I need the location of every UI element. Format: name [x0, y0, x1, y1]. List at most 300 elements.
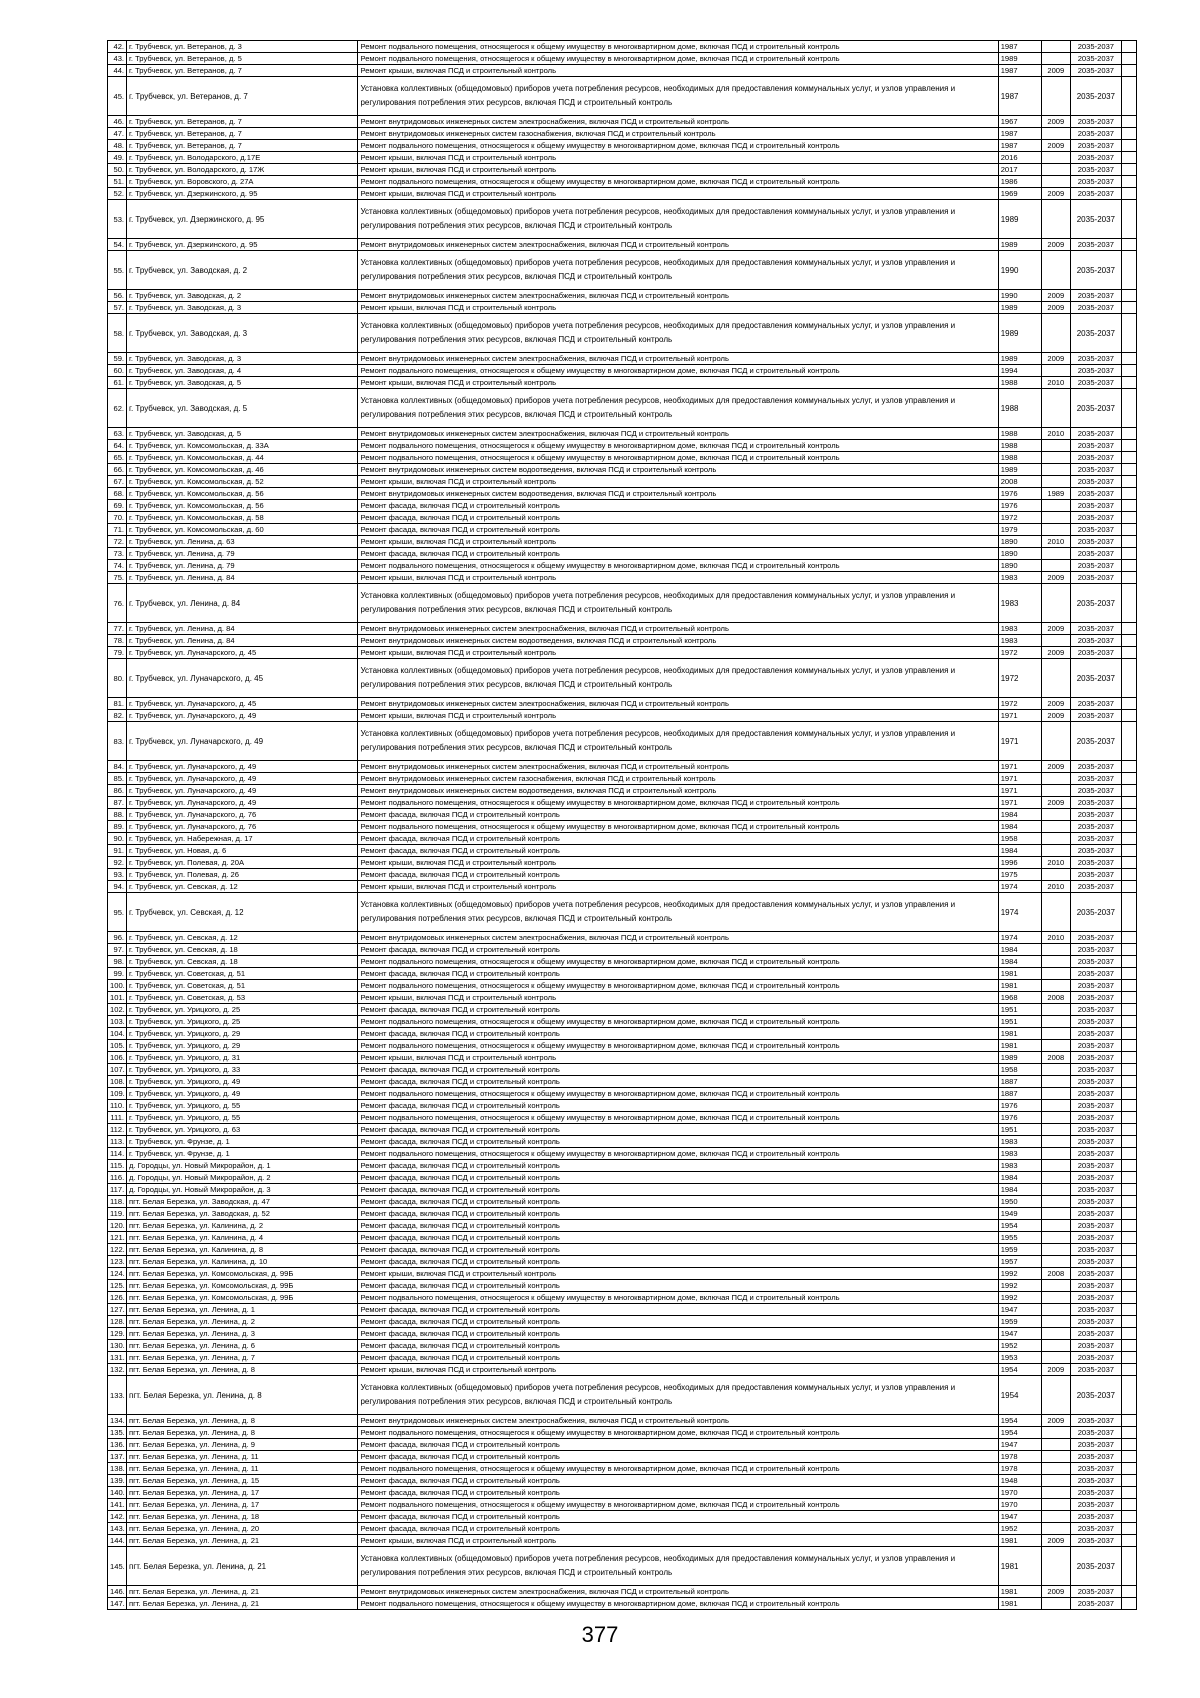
- build-year-cell: 1984: [998, 944, 1041, 956]
- build-year-cell: 1983: [998, 1136, 1041, 1148]
- empty-edge-cell: [1121, 164, 1136, 176]
- planned-period-cell: 2035-2037: [1070, 128, 1121, 140]
- work-type-cell: Ремонт фасада, включая ПСД и строительный контроль: [358, 1316, 998, 1328]
- build-year-cell: 1983: [998, 623, 1041, 635]
- build-year-cell: 1984: [998, 1184, 1041, 1196]
- row-number-cell: 145.: [108, 1547, 127, 1586]
- row-number-cell: 135.: [108, 1427, 127, 1439]
- work-type-cell: Установка коллективных (общедомовых) приборов учета потребления ресурсов, необходимых для предоставления коммунальных услуг, и узлов управления и регулирования потребления этих ресурсов, включая ПСД и строительный контроль: [358, 314, 998, 353]
- last-repair-year-cell: [1041, 1463, 1070, 1475]
- planned-period-cell: 2035-2037: [1070, 809, 1121, 821]
- row-number-cell: 132.: [108, 1364, 127, 1376]
- work-type-cell: Установка коллективных (общедомовых) приборов учета потребления ресурсов, необходимых для предоставления коммунальных услуг, и узлов управления и регулирования потребления этих ресурсов, включая ПСД и строительный контроль: [358, 659, 998, 698]
- build-year-cell: 1983: [998, 572, 1041, 584]
- planned-period-cell: 2035-2037: [1070, 1451, 1121, 1463]
- work-type-cell: Ремонт фасада, включая ПСД и строительный контроль: [358, 512, 998, 524]
- address-cell: пгт. Белая Березка, ул. Комсомольская, д. 99Б: [127, 1268, 358, 1280]
- last-repair-year-cell: [1041, 584, 1070, 623]
- table-row: [108, 1451, 1137, 1463]
- work-type-cell: Ремонт крыши, включая ПСД и строительный контроль: [358, 1268, 998, 1280]
- work-type-cell: Ремонт фасада, включая ПСД и строительный контроль: [358, 1511, 998, 1523]
- row-number-cell: 107.: [108, 1064, 127, 1076]
- work-type-cell: Ремонт фасада, включая ПСД и строительный контроль: [358, 1304, 998, 1316]
- work-type-cell: Ремонт крыши, включая ПСД и строительный контроль: [358, 1364, 998, 1376]
- address-cell: г. Трубчевск, ул. Ленина, д. 84: [127, 623, 358, 635]
- address-cell: пгт. Белая Березка, ул. Ленина, д. 18: [127, 1511, 358, 1523]
- row-number-cell: 76.: [108, 584, 127, 623]
- table-row: [108, 968, 1137, 980]
- table-row: [108, 140, 1137, 152]
- empty-edge-cell: [1121, 869, 1136, 881]
- build-year-cell: 1974: [998, 881, 1041, 893]
- row-number-cell: 78.: [108, 635, 127, 647]
- build-year-cell: 1955: [998, 1232, 1041, 1244]
- table-row: [108, 1112, 1137, 1124]
- last-repair-year-cell: [1041, 1016, 1070, 1028]
- last-repair-year-cell: [1041, 1148, 1070, 1160]
- last-repair-year-cell: 2010: [1041, 536, 1070, 548]
- empty-edge-cell: [1121, 302, 1136, 314]
- work-type-cell: Ремонт фасада, включая ПСД и строительный контроль: [358, 1028, 998, 1040]
- table-row: [108, 845, 1137, 857]
- work-type-cell: Ремонт подвального помещения, относящегося к общему имуществу в многоквартирном доме, включая ПСД и строительный контроль: [358, 1499, 998, 1511]
- empty-edge-cell: [1121, 176, 1136, 188]
- row-number-cell: 85.: [108, 773, 127, 785]
- last-repair-year-cell: [1041, 1598, 1070, 1610]
- empty-edge-cell: [1121, 635, 1136, 647]
- address-cell: пгт. Белая Березка, ул. Ленина, д. 17: [127, 1487, 358, 1499]
- row-number-cell: 97.: [108, 944, 127, 956]
- row-number-cell: 84.: [108, 761, 127, 773]
- last-repair-year-cell: [1041, 773, 1070, 785]
- work-type-cell: Ремонт фасада, включая ПСД и строительный контроль: [358, 1100, 998, 1112]
- table-row: [108, 77, 1137, 116]
- row-number-cell: 136.: [108, 1439, 127, 1451]
- address-cell: г. Трубчевск, ул. Воровского, д. 27А: [127, 176, 358, 188]
- row-number-cell: 134.: [108, 1415, 127, 1427]
- work-type-cell: Ремонт фасада, включая ПСД и строительный контроль: [358, 1184, 998, 1196]
- table-row: [108, 1364, 1137, 1376]
- last-repair-year-cell: [1041, 512, 1070, 524]
- empty-edge-cell: [1121, 536, 1136, 548]
- work-type-cell: Ремонт внутридомовых инженерных систем электроснабжения, включая ПСД и строительный контроль: [358, 116, 998, 128]
- table-row: [108, 440, 1137, 452]
- last-repair-year-cell: 2009: [1041, 290, 1070, 302]
- row-number-cell: 129.: [108, 1328, 127, 1340]
- empty-edge-cell: [1121, 584, 1136, 623]
- last-repair-year-cell: [1041, 1352, 1070, 1364]
- row-number-cell: 56.: [108, 290, 127, 302]
- build-year-cell: 1972: [998, 698, 1041, 710]
- planned-period-cell: 2035-2037: [1070, 116, 1121, 128]
- last-repair-year-cell: [1041, 659, 1070, 698]
- last-repair-year-cell: [1041, 1088, 1070, 1100]
- planned-period-cell: 2035-2037: [1070, 1415, 1121, 1427]
- table-row: [108, 53, 1137, 65]
- row-number-cell: 68.: [108, 488, 127, 500]
- last-repair-year-cell: 2009: [1041, 1364, 1070, 1376]
- work-type-cell: Ремонт внутридомовых инженерных систем электроснабжения, включая ПСД и строительный контроль: [358, 761, 998, 773]
- address-cell: г. Трубчевск, ул. Советская, д. 51: [127, 980, 358, 992]
- table-row: [108, 1499, 1137, 1511]
- empty-edge-cell: [1121, 659, 1136, 698]
- empty-edge-cell: [1121, 77, 1136, 116]
- work-type-cell: Ремонт фасада, включая ПСД и строительный контроль: [358, 1487, 998, 1499]
- table-row: [108, 200, 1137, 239]
- row-number-cell: 120.: [108, 1220, 127, 1232]
- address-cell: г. Трубчевск, ул. Комсомольская, д. 56: [127, 488, 358, 500]
- planned-period-cell: 2035-2037: [1070, 1280, 1121, 1292]
- work-type-cell: Ремонт подвального помещения, относящегося к общему имуществу в многоквартирном доме, включая ПСД и строительный контроль: [358, 980, 998, 992]
- table-row: [108, 1340, 1137, 1352]
- build-year-cell: 1951: [998, 1004, 1041, 1016]
- planned-period-cell: 2035-2037: [1070, 548, 1121, 560]
- row-number-cell: 86.: [108, 785, 127, 797]
- work-type-cell: Ремонт внутридомовых инженерных систем электроснабжения, включая ПСД и строительный контроль: [358, 698, 998, 710]
- table-row: [108, 239, 1137, 251]
- empty-edge-cell: [1121, 809, 1136, 821]
- empty-edge-cell: [1121, 1208, 1136, 1220]
- build-year-cell: 1971: [998, 710, 1041, 722]
- last-repair-year-cell: [1041, 1208, 1070, 1220]
- empty-edge-cell: [1121, 389, 1136, 428]
- build-year-cell: 1989: [998, 302, 1041, 314]
- row-number-cell: 96.: [108, 932, 127, 944]
- table-row: [108, 1256, 1137, 1268]
- row-number-cell: 105.: [108, 1040, 127, 1052]
- row-number-cell: 63.: [108, 428, 127, 440]
- work-type-cell: Ремонт внутридомовых инженерных систем электроснабжения, включая ПСД и строительный контроль: [358, 1415, 998, 1427]
- empty-edge-cell: [1121, 1268, 1136, 1280]
- planned-period-cell: 2035-2037: [1070, 524, 1121, 536]
- planned-period-cell: 2035-2037: [1070, 893, 1121, 932]
- build-year-cell: 1975: [998, 869, 1041, 881]
- empty-edge-cell: [1121, 548, 1136, 560]
- table-row: [108, 761, 1137, 773]
- last-repair-year-cell: 2009: [1041, 116, 1070, 128]
- table-row: [108, 1328, 1137, 1340]
- build-year-cell: 1979: [998, 524, 1041, 536]
- empty-edge-cell: [1121, 1511, 1136, 1523]
- table-row: [108, 1598, 1137, 1610]
- planned-period-cell: 2035-2037: [1070, 572, 1121, 584]
- address-cell: г. Трубчевск, ул. Набережная, д. 17: [127, 833, 358, 845]
- work-type-cell: Ремонт фасада, включая ПСД и строительный контроль: [358, 1256, 998, 1268]
- table-row: [108, 176, 1137, 188]
- row-number-cell: 106.: [108, 1052, 127, 1064]
- build-year-cell: 1954: [998, 1427, 1041, 1439]
- planned-period-cell: 2035-2037: [1070, 785, 1121, 797]
- row-number-cell: 52.: [108, 188, 127, 200]
- address-cell: пгт. Белая Березка, ул. Ленина, д. 20: [127, 1523, 358, 1535]
- address-cell: пгт. Белая Березка, ул. Заводская, д. 52: [127, 1208, 358, 1220]
- row-number-cell: 125.: [108, 1280, 127, 1292]
- address-cell: г. Трубчевск, ул. Заводская, д. 4: [127, 365, 358, 377]
- last-repair-year-cell: [1041, 893, 1070, 932]
- row-number-cell: 79.: [108, 647, 127, 659]
- build-year-cell: 1970: [998, 1499, 1041, 1511]
- build-year-cell: 1951: [998, 1124, 1041, 1136]
- last-repair-year-cell: [1041, 1487, 1070, 1499]
- last-repair-year-cell: [1041, 1499, 1070, 1511]
- table-row: [108, 893, 1137, 932]
- empty-edge-cell: [1121, 314, 1136, 353]
- build-year-cell: 1992: [998, 1280, 1041, 1292]
- table-row: [108, 1232, 1137, 1244]
- last-repair-year-cell: 2009: [1041, 710, 1070, 722]
- work-type-cell: Ремонт подвального помещения, относящегося к общему имуществу в многоквартирном доме, включая ПСД и строительный контроль: [358, 1088, 998, 1100]
- address-cell: г. Трубчевск, ул. Комсомольская, д. 56: [127, 500, 358, 512]
- table-row: [108, 188, 1137, 200]
- last-repair-year-cell: 2009: [1041, 239, 1070, 251]
- table-row: [108, 476, 1137, 488]
- last-repair-year-cell: [1041, 128, 1070, 140]
- address-cell: пгт. Белая Березка, ул. Ленина, д. 8: [127, 1427, 358, 1439]
- empty-edge-cell: [1121, 1256, 1136, 1268]
- row-number-cell: 69.: [108, 500, 127, 512]
- planned-period-cell: 2035-2037: [1070, 1196, 1121, 1208]
- planned-period-cell: 2035-2037: [1070, 1088, 1121, 1100]
- empty-edge-cell: [1121, 932, 1136, 944]
- empty-edge-cell: [1121, 1016, 1136, 1028]
- work-type-cell: Ремонт крыши, включая ПСД и строительный контроль: [358, 188, 998, 200]
- empty-edge-cell: [1121, 980, 1136, 992]
- address-cell: г. Трубчевск, ул. Ветеранов, д. 7: [127, 77, 358, 116]
- planned-period-cell: 2035-2037: [1070, 761, 1121, 773]
- last-repair-year-cell: [1041, 1040, 1070, 1052]
- work-type-cell: Ремонт внутридомовых инженерных систем водоотведения, включая ПСД и строительный контроль: [358, 785, 998, 797]
- planned-period-cell: 2035-2037: [1070, 1547, 1121, 1586]
- row-number-cell: 91.: [108, 845, 127, 857]
- row-number-cell: 98.: [108, 956, 127, 968]
- table-row: [108, 773, 1137, 785]
- table-row: [108, 1586, 1137, 1598]
- planned-period-cell: 2035-2037: [1070, 251, 1121, 290]
- last-repair-year-cell: [1041, 1112, 1070, 1124]
- empty-edge-cell: [1121, 188, 1136, 200]
- empty-edge-cell: [1121, 464, 1136, 476]
- address-cell: г. Трубчевск, ул. Луначарского, д. 45: [127, 659, 358, 698]
- work-type-cell: Ремонт фасада, включая ПСД и строительный контроль: [358, 1160, 998, 1172]
- table-row: [108, 809, 1137, 821]
- table-row: [108, 536, 1137, 548]
- last-repair-year-cell: [1041, 1523, 1070, 1535]
- address-cell: г. Трубчевск, ул. Урицкого, д. 25: [127, 1016, 358, 1028]
- build-year-cell: 1952: [998, 1340, 1041, 1352]
- address-cell: г. Трубчевск, ул. Заводская, д. 3: [127, 302, 358, 314]
- empty-edge-cell: [1121, 1364, 1136, 1376]
- empty-edge-cell: [1121, 239, 1136, 251]
- planned-period-cell: 2035-2037: [1070, 1028, 1121, 1040]
- build-year-cell: 1988: [998, 389, 1041, 428]
- build-year-cell: 1953: [998, 1352, 1041, 1364]
- table-row: [108, 512, 1137, 524]
- row-number-cell: 71.: [108, 524, 127, 536]
- row-number-cell: 54.: [108, 239, 127, 251]
- last-repair-year-cell: [1041, 1547, 1070, 1586]
- last-repair-year-cell: 2009: [1041, 302, 1070, 314]
- row-number-cell: 94.: [108, 881, 127, 893]
- table-row: [108, 956, 1137, 968]
- table-row: [108, 65, 1137, 77]
- last-repair-year-cell: [1041, 1328, 1070, 1340]
- last-repair-year-cell: [1041, 548, 1070, 560]
- planned-period-cell: 2035-2037: [1070, 239, 1121, 251]
- empty-edge-cell: [1121, 140, 1136, 152]
- table-row: [108, 1100, 1137, 1112]
- work-type-cell: Установка коллективных (общедомовых) приборов учета потребления ресурсов, необходимых для предоставления коммунальных услуг, и узлов управления и регулирования потребления этих ресурсов, включая ПСД и строительный контроль: [358, 893, 998, 932]
- table-row: [108, 1016, 1137, 1028]
- build-year-cell: 1989: [998, 464, 1041, 476]
- table-row: [108, 1268, 1137, 1280]
- empty-edge-cell: [1121, 377, 1136, 389]
- work-type-cell: Ремонт внутридомовых инженерных систем водоотведения, включая ПСД и строительный контроль: [358, 635, 998, 647]
- empty-edge-cell: [1121, 845, 1136, 857]
- build-year-cell: 1887: [998, 1088, 1041, 1100]
- table-row: [108, 1415, 1137, 1427]
- work-type-cell: Ремонт подвального помещения, относящегося к общему имуществу в многоквартирном доме, включая ПСД и строительный контроль: [358, 452, 998, 464]
- table-row: [108, 1475, 1137, 1487]
- table-row: [108, 1292, 1137, 1304]
- row-number-cell: 65.: [108, 452, 127, 464]
- work-type-cell: Ремонт подвального помещения, относящегося к общему имуществу в многоквартирном доме, включая ПСД и строительный контроль: [358, 1427, 998, 1439]
- table-row: [108, 785, 1137, 797]
- empty-edge-cell: [1121, 1124, 1136, 1136]
- last-repair-year-cell: [1041, 821, 1070, 833]
- table-row: [108, 290, 1137, 302]
- address-cell: пгт. Белая Березка, ул. Ленина, д. 11: [127, 1451, 358, 1463]
- table-row: [108, 41, 1137, 53]
- address-cell: г. Трубчевск, ул. Урицкого, д. 55: [127, 1112, 358, 1124]
- empty-edge-cell: [1121, 1136, 1136, 1148]
- build-year-cell: 1976: [998, 488, 1041, 500]
- row-number-cell: 102.: [108, 1004, 127, 1016]
- last-repair-year-cell: [1041, 524, 1070, 536]
- build-year-cell: 1989: [998, 353, 1041, 365]
- row-number-cell: 72.: [108, 536, 127, 548]
- planned-period-cell: 2035-2037: [1070, 452, 1121, 464]
- last-repair-year-cell: [1041, 1304, 1070, 1316]
- row-number-cell: 60.: [108, 365, 127, 377]
- work-type-cell: Установка коллективных (общедомовых) приборов учета потребления ресурсов, необходимых для предоставления коммунальных услуг, и узлов управления и регулирования потребления этих ресурсов, включая ПСД и строительный контроль: [358, 1547, 998, 1586]
- work-type-cell: Ремонт подвального помещения, относящегося к общему имуществу в многоквартирном доме, включая ПСД и строительный контроль: [358, 440, 998, 452]
- planned-period-cell: 2035-2037: [1070, 968, 1121, 980]
- table-row: [108, 353, 1137, 365]
- build-year-cell: 1950: [998, 1196, 1041, 1208]
- last-repair-year-cell: [1041, 1184, 1070, 1196]
- table-body: [108, 41, 1137, 1610]
- empty-edge-cell: [1121, 290, 1136, 302]
- work-type-cell: Ремонт подвального помещения, относящегося к общему имуществу в многоквартирном доме, включая ПСД и строительный контроль: [358, 1040, 998, 1052]
- empty-edge-cell: [1121, 1088, 1136, 1100]
- address-cell: г. Трубчевск, ул. Луначарского, д. 76: [127, 809, 358, 821]
- last-repair-year-cell: 1989: [1041, 488, 1070, 500]
- address-cell: г. Трубчевск, ул. Заводская, д. 3: [127, 314, 358, 353]
- row-number-cell: 147.: [108, 1598, 127, 1610]
- row-number-cell: 80.: [108, 659, 127, 698]
- last-repair-year-cell: [1041, 1439, 1070, 1451]
- address-cell: г. Трубчевск, ул. Комсомольская, д. 44: [127, 452, 358, 464]
- work-type-cell: Ремонт крыши, включая ПСД и строительный контроль: [358, 1052, 998, 1064]
- row-number-cell: 51.: [108, 176, 127, 188]
- address-cell: г. Трубчевск, ул. Севская, д. 12: [127, 932, 358, 944]
- table-row: [108, 635, 1137, 647]
- last-repair-year-cell: 2009: [1041, 65, 1070, 77]
- build-year-cell: 1978: [998, 1451, 1041, 1463]
- row-number-cell: 137.: [108, 1451, 127, 1463]
- work-type-cell: Установка коллективных (общедомовых) приборов учета потребления ресурсов, необходимых для предоставления коммунальных услуг, и узлов управления и регулирования потребления этих ресурсов, включая ПСД и строительный контроль: [358, 77, 998, 116]
- table-row: [108, 1316, 1137, 1328]
- last-repair-year-cell: 2010: [1041, 932, 1070, 944]
- work-type-cell: Ремонт подвального помещения, относящегося к общему имуществу в многоквартирном доме, включая ПСД и строительный контроль: [358, 176, 998, 188]
- planned-period-cell: 2035-2037: [1070, 1328, 1121, 1340]
- address-cell: г. Трубчевск, ул. Заводская, д. 5: [127, 377, 358, 389]
- build-year-cell: 1987: [998, 128, 1041, 140]
- last-repair-year-cell: [1041, 77, 1070, 116]
- work-type-cell: Установка коллективных (общедомовых) приборов учета потребления ресурсов, необходимых для предоставления коммунальных услуг, и узлов управления и регулирования потребления этих ресурсов, включая ПСД и строительный контроль: [358, 584, 998, 623]
- row-number-cell: 104.: [108, 1028, 127, 1040]
- table-row: [108, 1136, 1137, 1148]
- address-cell: пгт. Белая Березка, ул. Ленина, д. 11: [127, 1463, 358, 1475]
- address-cell: г. Трубчевск, ул. Ветеранов, д. 7: [127, 128, 358, 140]
- address-cell: г. Трубчевск, ул. Полевая, д. 26: [127, 869, 358, 881]
- build-year-cell: 1981: [998, 1547, 1041, 1586]
- planned-period-cell: 2035-2037: [1070, 302, 1121, 314]
- table-row: [108, 488, 1137, 500]
- address-cell: пгт. Белая Березка, ул. Ленина, д. 6: [127, 1340, 358, 1352]
- address-cell: пгт. Белая Березка, ул. Ленина, д. 15: [127, 1475, 358, 1487]
- planned-period-cell: 2035-2037: [1070, 647, 1121, 659]
- build-year-cell: 1972: [998, 647, 1041, 659]
- row-number-cell: 45.: [108, 77, 127, 116]
- work-type-cell: Ремонт фасада, включая ПСД и строительный контроль: [358, 1172, 998, 1184]
- build-year-cell: 1954: [998, 1415, 1041, 1427]
- row-number-cell: 47.: [108, 128, 127, 140]
- empty-edge-cell: [1121, 353, 1136, 365]
- last-repair-year-cell: 2009: [1041, 797, 1070, 809]
- empty-edge-cell: [1121, 968, 1136, 980]
- build-year-cell: 1984: [998, 845, 1041, 857]
- build-year-cell: 1983: [998, 584, 1041, 623]
- empty-edge-cell: [1121, 1280, 1136, 1292]
- row-number-cell: 67.: [108, 476, 127, 488]
- address-cell: г. Трубчевск, ул. Урицкого, д. 33: [127, 1064, 358, 1076]
- last-repair-year-cell: 2010: [1041, 377, 1070, 389]
- table-row: [108, 869, 1137, 881]
- planned-period-cell: 2035-2037: [1070, 140, 1121, 152]
- planned-period-cell: 2035-2037: [1070, 1220, 1121, 1232]
- table-row: [108, 992, 1137, 1004]
- table-row: [108, 1304, 1137, 1316]
- empty-edge-cell: [1121, 785, 1136, 797]
- last-repair-year-cell: [1041, 845, 1070, 857]
- table-row: [108, 314, 1137, 353]
- build-year-cell: 1890: [998, 548, 1041, 560]
- build-year-cell: 1958: [998, 833, 1041, 845]
- work-type-cell: Ремонт крыши, включая ПСД и строительный контроль: [358, 881, 998, 893]
- build-year-cell: 1983: [998, 1160, 1041, 1172]
- address-cell: г. Трубчевск, ул. Луначарского, д. 49: [127, 797, 358, 809]
- planned-period-cell: 2035-2037: [1070, 200, 1121, 239]
- build-year-cell: 1947: [998, 1328, 1041, 1340]
- row-number-cell: 53.: [108, 200, 127, 239]
- last-repair-year-cell: [1041, 869, 1070, 881]
- empty-edge-cell: [1121, 1076, 1136, 1088]
- last-repair-year-cell: 2008: [1041, 992, 1070, 1004]
- work-type-cell: Ремонт фасада, включая ПСД и строительный контроль: [358, 809, 998, 821]
- empty-edge-cell: [1121, 428, 1136, 440]
- empty-edge-cell: [1121, 65, 1136, 77]
